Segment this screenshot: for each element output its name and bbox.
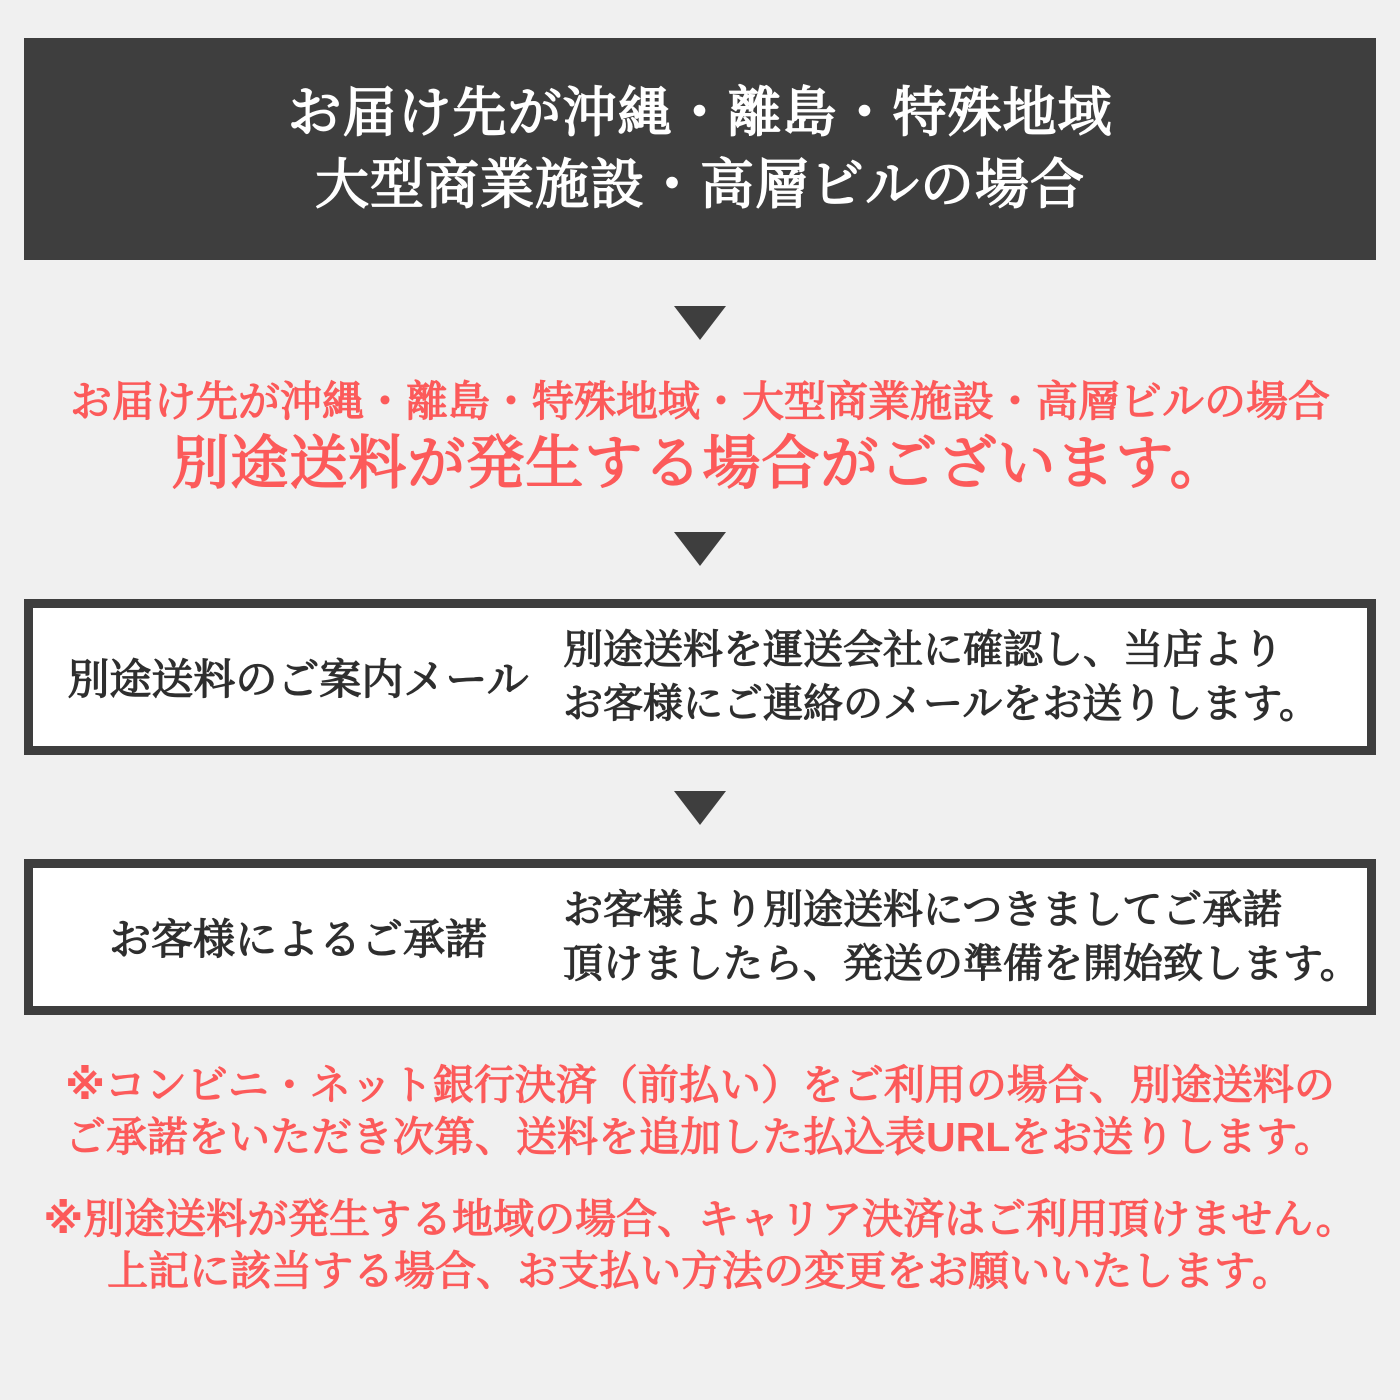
lead-text xyxy=(0,376,1400,500)
down-arrow-icon xyxy=(674,791,726,825)
lead-statement-line: 別途送料が発生する場合がございます。 xyxy=(171,431,1229,496)
down-arrow-icon xyxy=(674,306,726,340)
step-description-line1: 別途送料を運送会社に確認し、当店より xyxy=(563,628,1283,672)
header-title-line2: 大型商業施設・高層ビルの場合 xyxy=(315,155,1085,215)
step-label: 別途送料のご案内メール xyxy=(67,656,529,703)
note-line1: ※別途送料が発生する地域の場合、キャリア決済はご利用頂けません。 xyxy=(43,1196,1357,1242)
step-description-line2: お客様にご連絡のメールをお送りします。 xyxy=(563,682,1319,726)
note-line2: ご承諾をいただき次第、送料を追加した払込表URLをお送りします。 xyxy=(65,1114,1335,1160)
step-description-line2: 頂けましたら、発送の準備を開始致します。 xyxy=(563,942,1360,986)
down-arrow-icon xyxy=(674,532,726,566)
note-carrier-payment xyxy=(0,1193,1400,1297)
note-line2: 上記に該当する場合、お支払い方法の変更をお願いいたします。 xyxy=(107,1248,1293,1294)
step-description-line1: お客様より別途送料につきましてご承諾 xyxy=(563,888,1283,932)
step-box-shipping-fee-mail xyxy=(24,599,1376,755)
step-description xyxy=(563,623,1367,731)
note-line1: ※コンビニ・ネット銀行決済（前払い）をご利用の場合、別途送料の xyxy=(65,1062,1335,1108)
header-banner xyxy=(24,38,1376,260)
step-label: お客様によるご承諾 xyxy=(108,916,487,963)
step-box-customer-approval xyxy=(24,859,1376,1015)
lead-condition-line: お届け先が沖縄・離島・特殊地域・大型商業施設・高層ビルの場合 xyxy=(69,378,1330,425)
note-prepayment xyxy=(0,1059,1400,1163)
step-description xyxy=(563,883,1367,991)
header-title-line1: お届け先が沖縄・離島・特殊地域 xyxy=(287,83,1113,143)
